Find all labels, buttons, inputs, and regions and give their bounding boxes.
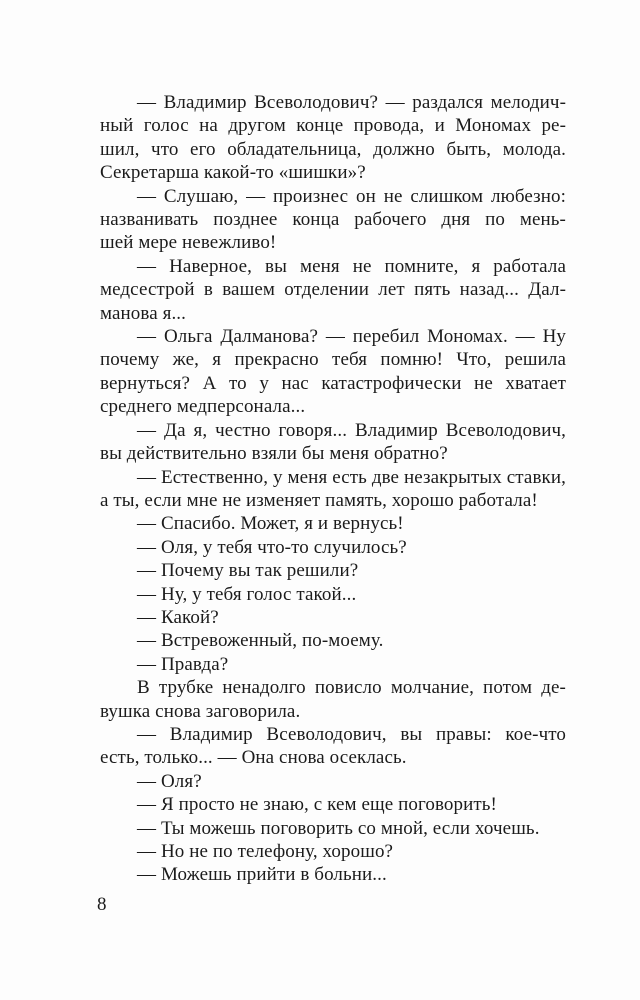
- text-line: вы действительно взяли бы меня обратно?: [100, 443, 448, 465]
- text-line: шей мере невежливо!: [100, 232, 277, 254]
- text-line: манова я...: [100, 302, 186, 324]
- text-line: — Спасибо. Может, я и вернусь!: [137, 513, 404, 535]
- text-line: — Оля?: [137, 770, 202, 792]
- paragraph: [100, 723, 566, 770]
- text-line: — Ты можешь поговорить со мной, если хочешь.: [137, 817, 540, 839]
- text-line: названивать позднее конца рабочего дня по мень-: [100, 209, 566, 231]
- text-line: — Встревоженный, по-моему.: [137, 630, 384, 652]
- paragraph: [100, 629, 566, 652]
- paragraph: [100, 185, 566, 255]
- text-line: — Владимир Всеволодович, вы правы: кое-что: [137, 723, 566, 745]
- text-line: вушка снова заговорила.: [100, 700, 301, 722]
- text-line: — Почему вы так решили?: [137, 560, 359, 582]
- text-line: почему же, я прекрасно тебя помню! Что, решила: [100, 349, 566, 371]
- text-line: — Ольга Далманова? — перебил Мономах. — Ну: [137, 326, 566, 348]
- text-line: — Ну, у тебя голос такой...: [137, 583, 357, 605]
- text-line: Секретарша какой-то «шишки»?: [100, 162, 366, 184]
- page-number: 8: [97, 894, 107, 915]
- paragraph: [100, 466, 566, 513]
- text-line: — Да я, честно говоря... Владимир Всеволодович,: [137, 419, 566, 441]
- paragraph: [100, 606, 566, 629]
- text-line: ный голос на другом конце провода, и Мономах ре-: [100, 115, 566, 137]
- paragraph: [100, 676, 566, 723]
- paragraph: [100, 91, 566, 185]
- text-line: — Но не по телефону, хорошо?: [137, 841, 394, 862]
- paragraph: [100, 583, 566, 606]
- paragraph: [100, 653, 566, 676]
- paragraph: [100, 536, 566, 559]
- paragraph: [100, 770, 566, 793]
- paragraph: [100, 419, 566, 466]
- text-line: — Слушаю, — произнес он не слишком любезно:: [137, 185, 566, 207]
- paragraph: [100, 817, 566, 840]
- text-line: медсестрой в вашем отделении лет пять назад... Дал-: [100, 279, 566, 301]
- text-line: — Я просто не знаю, с кем еще поговорить!: [137, 794, 497, 816]
- paragraph: [100, 255, 566, 325]
- paragraph: [100, 840, 566, 863]
- text-line: В трубке ненадолго повисло молчание, потом де-: [137, 677, 566, 699]
- paragraph: [100, 512, 566, 535]
- text-line: — Правда?: [137, 653, 229, 675]
- text-column: [100, 91, 566, 887]
- text-line: — Можешь прийти в больни...: [137, 864, 387, 886]
- text-line: — Естественно, у меня есть две незакрытых ставки,: [137, 466, 566, 488]
- paragraph: [100, 793, 566, 816]
- text-line: есть, только... — Она снова осеклась.: [100, 747, 407, 769]
- text-line: — Оля, у тебя что-то случилось?: [137, 536, 407, 558]
- text-line: шил, что его обладательница, должно быть, молода.: [100, 138, 566, 160]
- paragraph: [100, 863, 566, 886]
- paragraph: [100, 325, 566, 419]
- text-line: — Какой?: [137, 606, 219, 628]
- text-line: — Наверное, вы меня не помните, я работала: [137, 255, 566, 277]
- text-line: а ты, если мне не изменяет память, хорошо работала!: [100, 489, 538, 511]
- text-line: вернуться? А то у нас катастрофически не хватает: [100, 372, 566, 394]
- text-line: — Владимир Всеволодович? — раздался мелодич-: [137, 92, 566, 113]
- paragraph: [100, 559, 566, 582]
- text-line: среднего медперсонала...: [100, 396, 306, 418]
